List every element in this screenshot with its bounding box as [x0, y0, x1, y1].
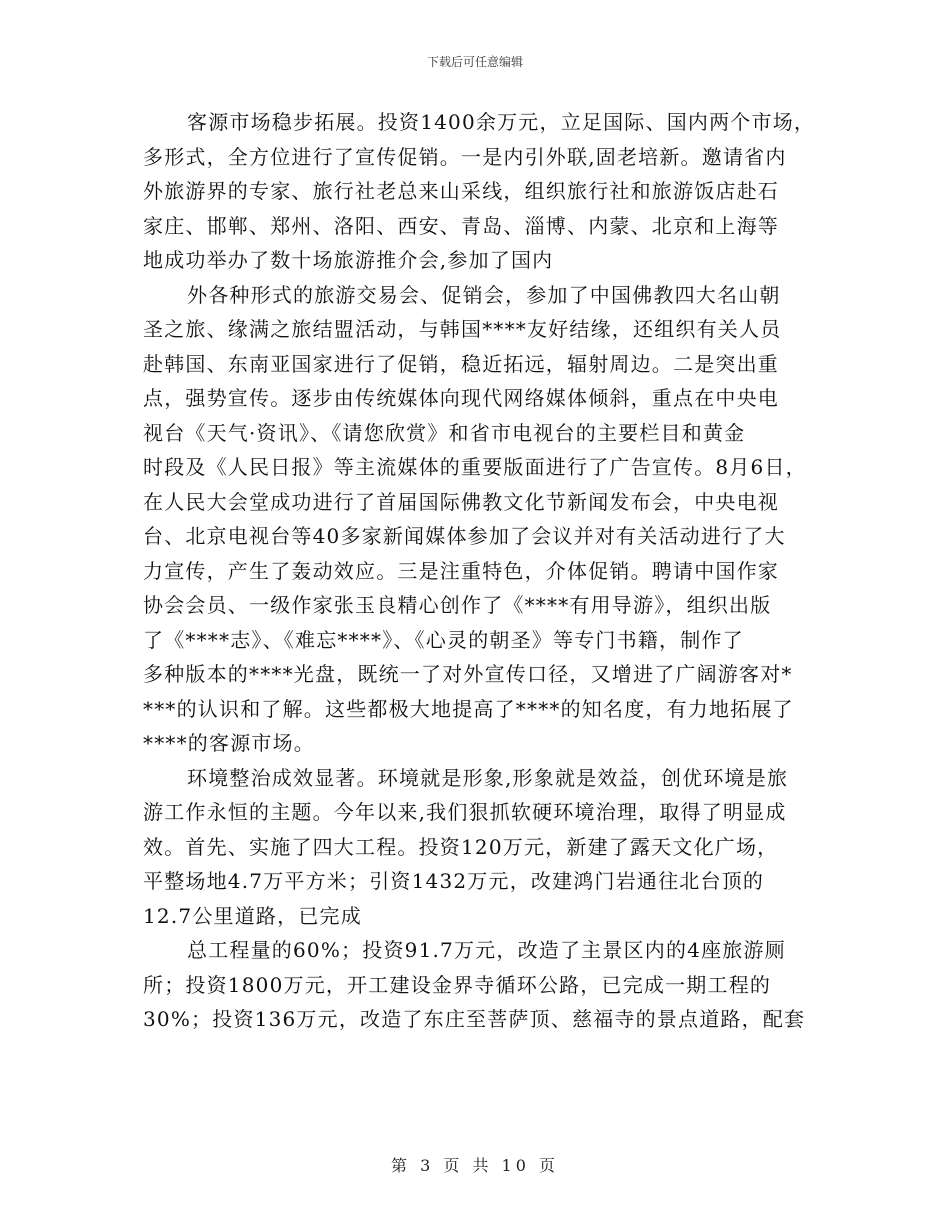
text-line: 在人民大会堂成功进行了首届国际佛教文化节新闻发布会，中央电视 [143, 489, 779, 514]
text-line: 视台《天气·资讯》、《请您欣赏》和省市电视台的主要栏目和黄金 [143, 420, 746, 445]
text-line: 总工程量的60%；投资91.7万元，改造了主景区内的4座旅游厕 [187, 938, 786, 962]
text-line: 游工作永恒的主题。今年以来,我们狠抓软硬环境治理，取得了明显成 [143, 800, 787, 824]
text-line: 点，强势宣传。逐步由传统媒体向现代网络媒体倾斜，重点在中央电 [143, 386, 779, 410]
text-line: ***的认识和了解。这些都极大地提高了****的知名度，有力地拓展了 [143, 696, 794, 721]
text-line: 外各种形式的旅游交易会、促销会，参加了中国佛教四大名山朝 [187, 282, 781, 307]
text-line: 了《****志》、《难忘****》、《心灵的朝圣》等专门书籍，制作了 [143, 627, 744, 652]
paragraph [143, 933, 807, 1037]
page-number-footer: 第 3 页 共 10 页 [391, 1156, 559, 1175]
text-line: 地成功举办了数十场旅游推介会,参加了国内 [143, 248, 554, 272]
body-text [143, 105, 816, 1037]
text-line: 12.7公里道路，已完成 [143, 903, 362, 928]
text-line: 时段及《人民日报》等主流媒体的重要版面进行了广告宣传。8月6日， [143, 455, 807, 479]
text-line: 30%；投资136万元，改造了东庄至菩萨顶、慈福寺的景点道路，配套 [143, 1007, 806, 1031]
text-line: 家庄、邯郸、郑州、洛阳、西安、青岛、淄博、内蒙、北京和上海等 [143, 213, 779, 238]
text-line: 客源市场稳步拓展。投资1400余万元，立足国际、国内两个市场， [187, 110, 816, 134]
text-line: 力宣传，产生了轰动效应。三是注重特色，介体促销。聘请中国作家 [143, 558, 779, 583]
text-line: 赴韩国、东南亚国家进行了促销，稳近拓远，辐射周边。二是突出重 [143, 351, 779, 376]
text-line: 所；投资1800万元，开工建设金界寺循环公路，已完成一期工程的 [143, 972, 772, 997]
paragraph [143, 278, 807, 761]
text-line: 多形式，全方位进行了宣传促销。一是内引外联,固老培新。邀请省内 [143, 144, 787, 169]
text-line: 外旅游界的专家、旅行社老总来山采线，组织旅行社和旅游饭店赴石 [143, 179, 779, 203]
text-line: 环境整治成效显著。环境就是形象,形象就是效益，创优环境是旅 [187, 765, 789, 790]
text-line: 多种版本的****光盘，既统一了对外宣传口径，又增进了广阔游客对* [143, 662, 793, 686]
text-line: 效。首先、实施了四大工程。投资120万元，新建了露天文化广场， [143, 834, 779, 859]
text-line: 台、北京电视台等40多家新闻媒体参加了会议并对有关活动进行了大 [143, 524, 786, 548]
text-line: 圣之旅、缘满之旅结盟活动，与韩国****友好结缘，还组织有关人员 [143, 317, 782, 341]
paragraph [143, 761, 807, 934]
page-header: 下载后可任意编辑 [426, 55, 523, 69]
text-line: ****的客源市场。 [143, 731, 315, 755]
text-line: 平整场地4.7万平方米；引资1432万元，改建鸿门岩通往北台顶的 [143, 869, 765, 893]
paragraph [143, 105, 816, 278]
text-line: 协会会员、一级作家张玉良精心创作了《****有用导游》，组织出版 [143, 593, 772, 617]
